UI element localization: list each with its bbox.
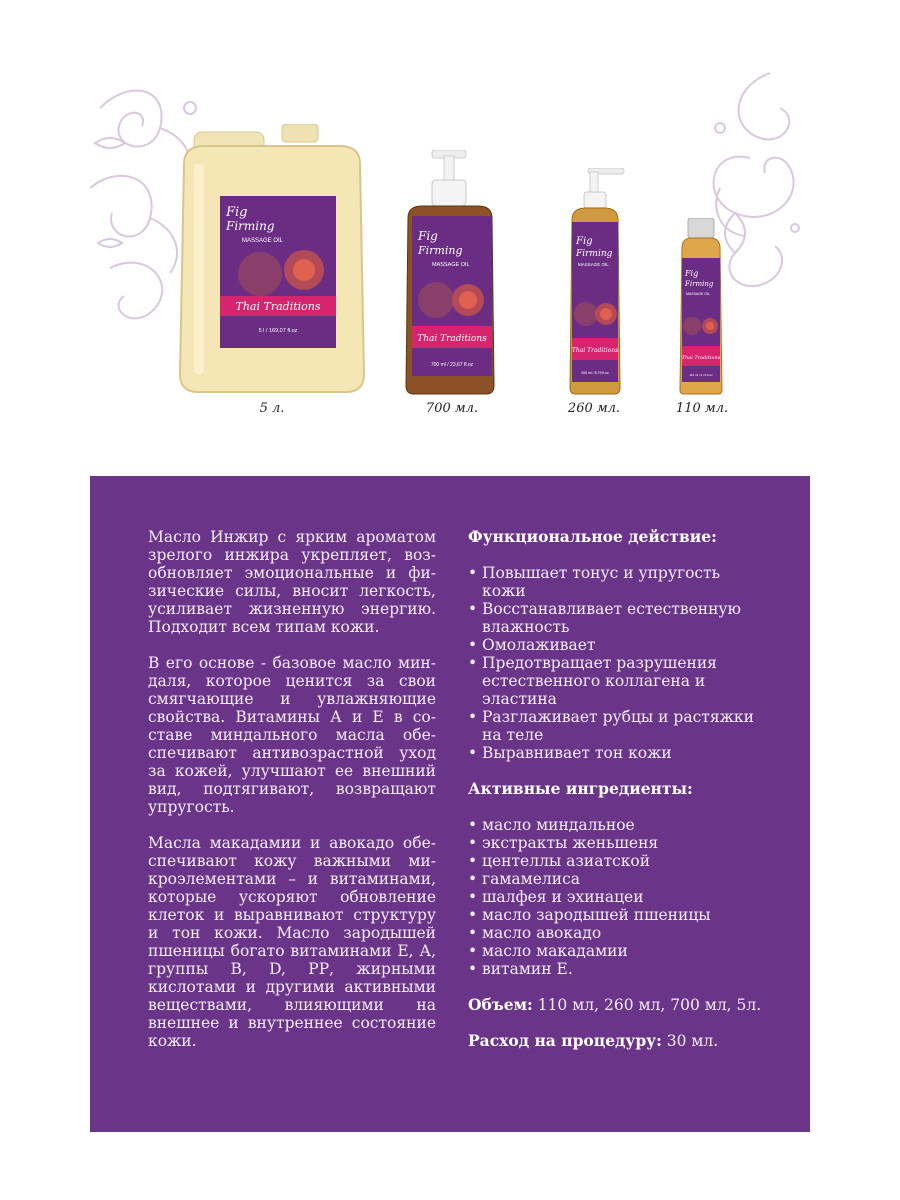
list-item-text: масло авокадо: [482, 924, 602, 942]
caption-260ml: 260 мл.: [567, 401, 621, 416]
label-volume: 5 l / 169,07 fl.oz: [258, 328, 298, 334]
list-item-text: Восстанавливает естественную влажность: [482, 600, 742, 636]
product-bottle-260ml: [564, 168, 634, 396]
list-item-text: Предотвращает разрушения естественного коллагена и эластина: [482, 654, 717, 708]
bullet: •: [468, 924, 478, 942]
label-fig: Fig: [418, 229, 438, 243]
label-fig: Fig: [685, 269, 699, 278]
label-massage-oil: MASSAGE OIL: [242, 238, 284, 244]
list-item-text: Повышает тонус и упругость кожи: [482, 564, 721, 600]
bullet: •: [468, 888, 478, 906]
list-item-text: Разглаживает рубцы и растяжки на теле: [482, 708, 754, 744]
list-item: [468, 870, 768, 888]
label-massage-oil: MASSAGE OIL: [432, 262, 470, 268]
description-paragraph: Масла макадамии и авокадо обеспечивают кожу важными микроэлементами – и витаминами, которые ускоряют обновление клеток и выравнивают структуру и тон кожи. Масло зародышей пшеницы богато витаминами Е, А, группы В, D, РР, жирными кислотами и другими активными веществами, влияющими на внешнее и внутреннее состояние кожи.: [148, 834, 436, 1050]
label-massage-oil: MASSAGE OIL: [686, 292, 710, 296]
list-item: [468, 816, 768, 834]
properties-column: [468, 528, 768, 1068]
bullet: •: [468, 942, 478, 960]
list-item: [468, 852, 768, 870]
list-item-text: масло макадамии: [482, 942, 628, 960]
description-panel: [90, 476, 810, 1132]
list-item: [468, 834, 768, 852]
volume-line: [468, 996, 768, 1014]
list-item: [468, 564, 768, 600]
product-bottle-110ml: [676, 218, 726, 396]
description-column: [148, 528, 436, 1068]
list-item: [468, 708, 768, 744]
list-item: [468, 906, 768, 924]
label-fig: Fig: [576, 236, 593, 247]
list-item-text: Выравнивает тон кожи: [482, 744, 672, 762]
list-item: [468, 960, 768, 978]
bullet: •: [468, 852, 478, 870]
label-firming: Firming: [418, 244, 463, 257]
list-item: [468, 654, 768, 708]
bullet: •: [468, 816, 478, 834]
volume-value: 110 мл, 260 мл, 700 мл, 5л.: [532, 996, 762, 1014]
volume-label: Объем:: [468, 995, 533, 1014]
list-item: [468, 636, 768, 654]
list-item-text: витамин Е.: [482, 960, 573, 978]
consumption-value: 30 мл.: [661, 1032, 719, 1050]
label-firming: Firming: [685, 280, 714, 288]
product-canister-5l: [174, 124, 370, 396]
label-volume: 260 ml / 8,79 fl.oz: [581, 371, 609, 375]
label-volume: 110 ml / 3,72 fl.oz: [689, 373, 713, 377]
label-volume: 700 ml / 23,67 fl.oz: [430, 362, 474, 368]
list-item-text: шалфея и эхинацеи: [482, 888, 644, 906]
functional-list: [468, 564, 768, 762]
functional-heading: Функциональное действие:: [468, 527, 717, 546]
label-massage-oil: MASSAGE OIL: [578, 262, 609, 267]
ingredients-list: [468, 816, 768, 978]
bullet: •: [468, 834, 478, 852]
bullet: •: [468, 654, 478, 672]
product-sheet: [90, 68, 810, 1132]
consumption-line: [468, 1032, 768, 1050]
label-brand: Thai Traditions: [417, 334, 487, 344]
bullet: •: [468, 636, 478, 654]
caption-5l: 5 л.: [259, 401, 285, 416]
list-item-text: масло миндальное: [482, 816, 635, 834]
label-firming: Firming: [226, 219, 275, 233]
bullet: •: [468, 960, 478, 978]
list-item: [468, 600, 768, 636]
bullet: •: [468, 906, 478, 924]
bullet: •: [468, 564, 478, 582]
list-item-text: центеллы азиатской: [482, 852, 651, 870]
list-item-text: Омолаживает: [482, 636, 596, 654]
list-item: [468, 888, 768, 906]
bullet: •: [468, 708, 478, 726]
consumption-label: Расход на процедуру:: [468, 1031, 662, 1050]
list-item-text: масло зародышей пшеницы: [482, 906, 711, 924]
bullet: •: [468, 744, 478, 762]
list-item-text: гамамелиса: [482, 870, 580, 888]
bullet: •: [468, 870, 478, 888]
bullet: •: [468, 600, 478, 618]
product-photo-area: [90, 68, 810, 476]
description-paragraph: В его основе - базовое масло миндаля, которое ценится за свои смягчающие и увлажняющие свойства. Витамины А и Е в составе миндального масла обеспечивают антивозрастной уход за кожей, улучшают ее внешний вид, подтягивают, возвращают упругость.: [148, 654, 436, 816]
label-firming: Firming: [576, 249, 613, 259]
label-brand: Thai Traditions: [235, 300, 321, 313]
caption-110ml: 110 мл.: [675, 401, 729, 416]
product-bottle-700ml: [402, 150, 502, 396]
ingredients-heading: Активные ингредиенты:: [468, 779, 693, 798]
list-item-text: экстракты женьшеня: [482, 834, 659, 852]
list-item: [468, 942, 768, 960]
list-item: [468, 744, 768, 762]
caption-700ml: 700 мл.: [425, 401, 479, 416]
list-item: [468, 924, 768, 942]
description-paragraph: Масло Инжир с ярким ароматом зрелого инжира укрепляет, возобновляет эмоциональные и физические силы, вносит легкость, усиливает жизненную энергию. Подходит всем типам кожи.: [148, 528, 436, 636]
label-brand: Thai Traditions: [681, 355, 721, 361]
label-fig: Fig: [226, 205, 248, 220]
label-brand: Thai Traditions: [571, 347, 619, 354]
